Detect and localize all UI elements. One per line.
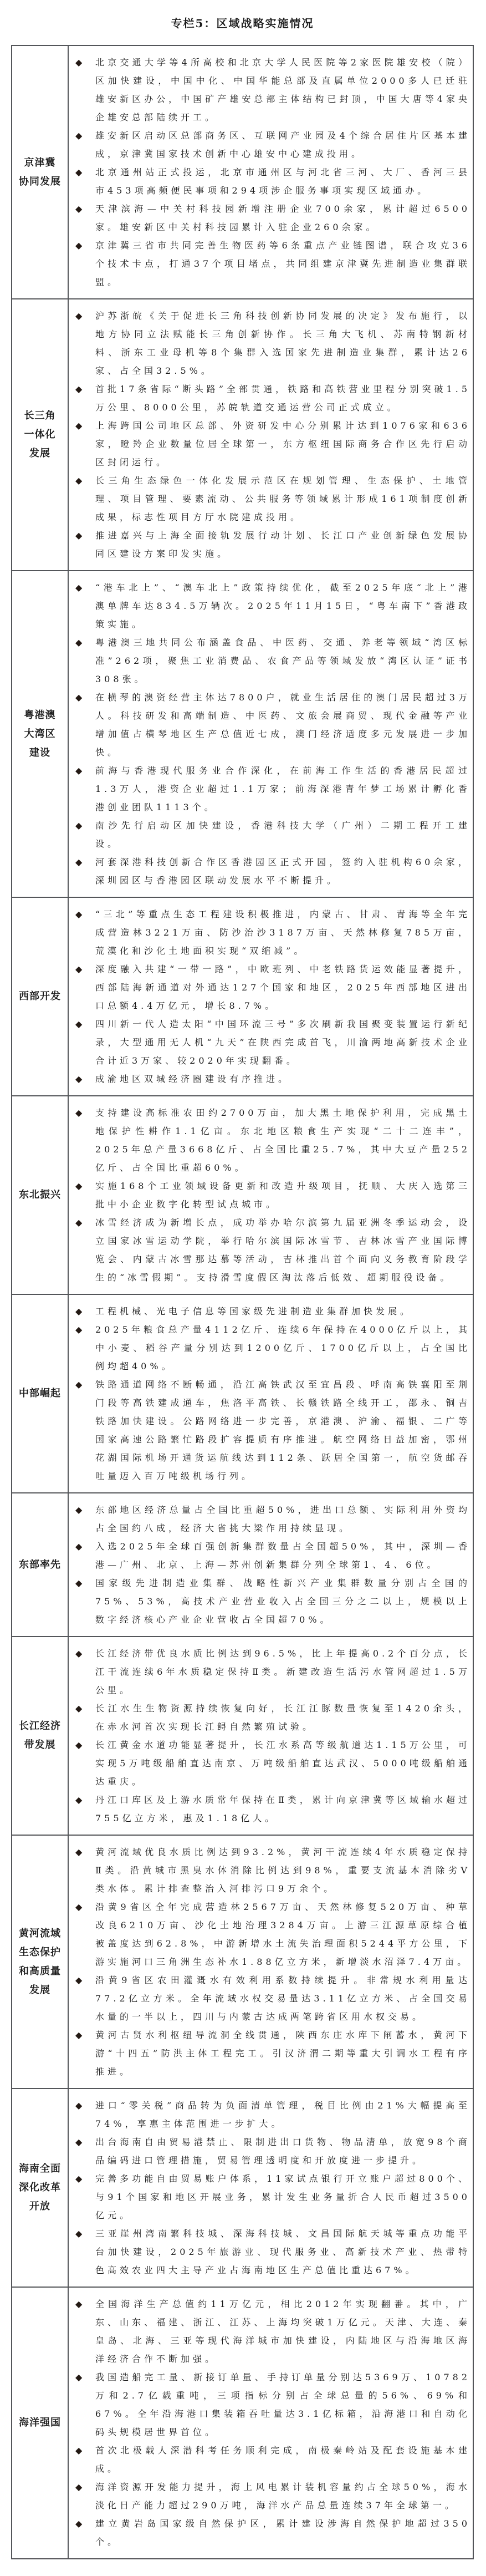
diamond-bullet-icon: ◆ [75,167,83,177]
bullet-text: 推进嘉兴与上海全面接轨发展行动计划、长江口产业创新绿色发展协同区建设方案印发实施。 [95,530,470,559]
section-content [68,1637,473,1835]
bullet-text: 深度融入共建“一带一路”，中欧班列、中老铁路货运效能显著提升，西部陆海新通道对外通达127个国家和地区，2025年西部地区进出口总额4.4万亿元，增长8.7%。 [95,964,470,1011]
section-content [68,571,473,897]
bullet-text: 黄河古贤水利枢纽导流洞全线贯通，陕西东庄水库下闸蓄水，黄河下游“十四五”防洪主体工程完工。引汉济渭二期等重大引调水工程有序推进。 [95,2030,470,2077]
section-content [68,1835,473,2089]
diamond-bullet-icon: ◆ [75,2445,83,2456]
bullet-text: 沿黄9省区农田灌溉水有效利用系数持续提升。非常规水利用量达77.2亿立方米。全年流域水权交易量达3.11亿立方米、占全国交易水量的一半以上，四川与内蒙古达成两笔跨省区用水权交易。 [95,1975,470,2022]
bullet-text: 沪苏浙皖《关于促进长三角科技创新协同发展的决定》发布施行，以地方协同立法赋能长三角创新协作。长三角大飞机、苏南特钢新材料、浙东工业母机等8个集群入选国家先进制造业集群，累计达26家、占全国32.5%。 [95,311,470,376]
diamond-bullet-icon: ◆ [75,1703,83,1714]
section-row [12,1493,473,1637]
region-strategy-table [11,45,474,2559]
diamond-bullet-icon: ◆ [75,204,83,214]
diamond-bullet-icon: ◆ [75,582,83,593]
section-label [12,1096,68,1294]
section-label [12,2089,68,2287]
list-item [74,2478,470,2514]
bullet-text: 铁路通道网络不断畅通，沿江高铁武汉至宜昌段、呼南高铁襄阳至荆门段等高铁建成通车，焦洛平高铁、长赣铁路全线开工，邵永、铜吉铁路加快建设。公路网络进一步完善，京港澳、沪渝、福银、二广等国家高速公路繁忙路段扩容提质有序推进。航空网络日益加密，鄂州花湖国际机场开通货运航线达到112条、跃居全国第一，航空货邮吞吐量迈入百万吨级机场行列。 [95,1379,470,1481]
diamond-bullet-icon: ◆ [75,857,83,867]
section-label-line: 带发展 [24,1739,56,1751]
section-label-line: 大湾区 [24,728,56,740]
list-item [74,1501,470,1537]
diamond-bullet-icon: ◆ [75,2228,83,2239]
bullet-text: 南沙先行启动区加快建设，香港科技大学（广州）二期工程开工建设。 [95,820,470,849]
section-label-line: 海洋强国 [19,2417,61,2428]
list-item [74,1213,470,1287]
list-item [74,2133,470,2169]
bullet-text: 黄河流域优良水质比例达到93.2%，黄河干流连续4年水质稳定保持Ⅱ类。沿黄城市黑臭水体消除比例达到98%，重要支流基本消除劣Ⅴ类水体。累计排查整治入河排污口9万余个。 [95,1847,470,1894]
diamond-bullet-icon: ◆ [75,1578,83,1588]
list-item [74,416,470,471]
diamond-bullet-icon: ◆ [75,1181,83,1191]
section-row [12,897,473,1096]
section-label-line: 一体化 [24,429,56,440]
bullet-text: 雄安新区启动区总部商务区、互联网产业园及4个综合居住片区基本建成，京津冀国家技术创新中心雄安中心建成投用。 [95,130,470,159]
diamond-bullet-icon: ◆ [75,1541,83,1552]
list-item [74,2169,470,2224]
diamond-bullet-icon: ◆ [75,311,83,321]
section-label-line: 西部开发 [19,990,61,1002]
list-item [74,816,470,853]
diamond-bullet-icon: ◆ [75,1740,83,1750]
diamond-bullet-icon: ◆ [75,1505,83,1515]
section-label-line: 生态保护 [19,1946,61,1958]
list-item [74,1644,470,1699]
section-row [12,1096,473,1294]
bullet-text: “三北”等重点生态工程建设积极推进，内蒙古、甘肃、青海等全年完成营造林3221万亩、防沙治沙3187万亩、天然林修复785万亩，荒漠化和沙化土地面积实现“双缩减”。 [95,909,470,956]
diamond-bullet-icon: ◆ [75,2518,83,2529]
section-row [12,1294,473,1493]
bullet-text: 首批17条省际“断头路”全部贯通，铁路和高铁营业里程分别突破1.5万公里、8000公里，苏皖轨道交通运营公司正式成立。 [95,384,470,413]
diamond-bullet-icon: ◆ [75,1379,83,1390]
section-label-line: 黄河流域 [19,1927,61,1939]
list-item [74,905,470,960]
bullet-text: 实施168个工业领域设备更新和改造升级项目，抚顺、大庆入选第三批中小企业数字化转型试点城市。 [95,1181,470,1210]
list-item [74,1736,470,1791]
bullet-text: 完善多功能自由贸易账户体系，11家试点银行开立账户超过800个、与91个国家和地区开展业务，累计发生业务量折合人民币超过3500亿元。 [95,2173,470,2221]
section-row [12,1835,473,2089]
list-item [74,236,470,291]
list-item [74,200,470,236]
bullet-text: 天津滨海—中关村科技园新增注册企业700余家，累计超过6500家。雄安新区中关村科技园累计入驻企业260余家。 [95,204,470,232]
diamond-bullet-icon: ◆ [75,2137,83,2147]
list-item [74,688,470,761]
list-item [74,2441,470,2478]
diamond-bullet-icon: ◆ [75,1324,83,1335]
section-content [68,2089,473,2287]
list-item [74,633,470,688]
bullet-text: 上海跨国公司地区总部、外资研发中心分别累计达到1076家和636家，瞪羚企业数量位居全球第一，东方枢纽国际商务合作区先行启动区封闭运行。 [95,420,470,468]
section-label [12,1294,68,1493]
section-label [12,299,68,571]
diamond-bullet-icon: ◆ [75,765,83,776]
bullet-text: 三亚崖州湾南繁科技城、深海科技城、文昌国际航天城等重点功能平台加快建设，2025年旅游业、现代服务业、高新技术产业、热带特色高效农业四大主导产业占海南地区生产总值比重达67%。 [95,2228,470,2275]
list-item [74,307,470,380]
section-label [12,45,68,299]
page-title: 专栏5：区域战略实施情况 [171,17,314,30]
bullet-text: 支持建设高标准农田约2700万亩，加大黑土地保护利用，完成黑土地保护性耕作1.1亿亩。东北地区粮食生产实现“二十二连丰”，2025年总产量3668亿斤、占全国比重25.7%，其中大豆产量252亿斤、占全国比重超60%。 [95,1107,470,1173]
diamond-bullet-icon: ◆ [75,2372,83,2382]
diamond-bullet-icon: ◆ [75,2173,83,2184]
list-item [74,2368,470,2441]
bullet-text: 四川新一代人造太阳“中国环流三号”多次刷新我国聚变装置运行新纪录，大型通用无人机“九天”在陕西完成首飞，川渝两地高新技术企业合计近3万家、较2020年实现翻番。 [95,1019,470,1066]
diamond-bullet-icon: ◆ [75,909,83,919]
diamond-bullet-icon: ◆ [75,1107,83,1118]
section-content [68,1294,473,1493]
bullet-text: 沿黄9省区全年完成营造林2567万亩、天然林修复520万亩、种草改良6210万亩、沙化土地治理3284万亩。上游三江源草原综合植被盖度达到62.8%，中游新增水土流失治理面积5244平方公里，下游实施河口三角洲生态补水1.88亿立方米，新增淡水沼泽7.4万亩。 [95,1902,470,1967]
section-row [12,299,473,571]
list-item [74,2514,470,2551]
diamond-bullet-icon: ◆ [75,1306,83,1317]
list-item [74,1070,470,1088]
bullet-text: 首次北极载人深潜科考任务顺利完成，南极秦岭站及配套设施基本建成。 [95,2445,470,2474]
diamond-bullet-icon: ◆ [75,692,83,703]
list-item [74,1375,470,1485]
diamond-bullet-icon: ◆ [75,2030,83,2040]
section-label-line: 海南全面 [19,2163,61,2174]
section-content [68,45,473,299]
section-label-line: 深化改革 [19,2182,61,2193]
bullet-text: 长江水生生物资源持续恢复向好，长江江豚数量恢复至1420余头，在赤水河首次实现长江鲟自然繁殖试验。 [95,1703,470,1732]
list-item [74,1791,470,1827]
list-item [74,2295,470,2368]
list-item [74,1177,470,1213]
list-item [74,1104,470,1177]
section-label-line: 长江经济 [19,1720,61,1732]
list-item [74,761,470,816]
section-label-line: 协同发展 [19,175,61,187]
diamond-bullet-icon: ◆ [75,475,83,486]
diamond-bullet-icon: ◆ [75,820,83,831]
bullet-text: 2025年粮食总产量4112亿斤、连续6年保持在4000亿斤以上，其中小麦、稻谷产量分别达到1200亿斤、1700亿斤以上，占全国比例均超40%。 [95,1324,470,1371]
section-label-line: 粤港澳 [24,709,56,721]
list-item [74,526,470,563]
section-content [68,299,473,571]
list-item [74,1015,470,1070]
diamond-bullet-icon: ◆ [75,420,83,431]
bullet-text: 长三角生态绿色一体化发展示范区在规划管理、生态保护、土地管理、项目管理、要素流动、公共服务等领域累计形成161项制度创新成果，标志性项目方厅水院建成投用。 [95,475,470,522]
bullet-text: 前海与香港现代服务业合作深化，在前海工作生活的香港居民超过1.3万人，港资企业超过1.1万家；前海深港青年梦工场累计孵化香港创业团队1113个。 [95,765,470,812]
list-item [74,1320,470,1375]
section-row [12,2287,473,2559]
bullet-text: 进口“零关税”商品转为负面清单管理，税目比例由21%大幅提高至74%，享惠主体范围进一步扩大。 [95,2100,470,2129]
diamond-bullet-icon: ◆ [75,1217,83,1228]
bullet-text: 长江黄金水道功能显著提升，长江水系高等级航道达1.15万公里，可实现5万吨级船舶直达南京、万吨级船舶直达武汉、5000吨级船舶通达重庆。 [95,1740,470,1787]
bullet-text: 京津冀三省市共同完善生物医药等6条重点产业链图谱，联合攻克36个技术卡点，打通37个项目堵点，共同组建京津冀先进制造业集群联盟。 [95,240,470,287]
diamond-bullet-icon: ◆ [75,1648,83,1659]
bullet-text: 全国海洋生产总值约11万亿元，相比2012年实现翻番。其中，广东、山东、福建、浙江、江苏、上海均突破1万亿元。天津、大连、秦皇岛、北海、三亚等现代海洋城市加快建设，内陆地区与沿海地区海洋经济合作不断加强。 [95,2299,470,2364]
list-item [74,960,470,1015]
bullet-text: 丹江口库区及上游水质常年保持在Ⅱ类，累计向京津冀等区域输水超过755亿立方米，惠及1.18亿人。 [95,1795,470,1823]
bullet-text: 东部地区经济总量占全国比重超50%，进出口总额、实际利用外资均占全国约八成，经济大省挑大梁作用持续显现。 [95,1505,470,1533]
bullet-text: 长江经济带优良水质比例达到96.5%，比上年提高0.2个百分点，长江干流连续6年水质稳定保持Ⅱ类。新建改造生活污水管网超过1.5万公里。 [95,1648,470,1695]
diamond-bullet-icon: ◆ [75,1795,83,1805]
section-label-line: 和高质量 [19,1965,61,1977]
section-label [12,1835,68,2089]
section-label-line: 发展 [29,1984,50,1996]
list-item [74,1537,470,1574]
list-item [74,471,470,526]
section-content [68,1096,473,1294]
section-label-line: 长三角 [24,410,56,421]
section-label [12,571,68,897]
section-label [12,1493,68,1637]
list-item [74,1971,470,2026]
bullet-text: 出台海南自由贸易港禁止、限制进出口货物、物品清单，放宽98个商品编码进口管理措施，贸易管理透明度和开放度进一步提升。 [95,2137,470,2166]
section-label-line: 开放 [29,2201,50,2212]
section-label [12,1637,68,1835]
bullet-text: 我国造船完工量、新接订单量、手持订单量分别达5369万、10782万和2.7亿载重吨，三项指标分别占全球总量的56%、69%和67%。全年沿海港口集装箱吞吐量达3.1亿标箱，沿海港口和自动化码头规模居世界首位。 [95,2372,470,2437]
diamond-bullet-icon: ◆ [75,1019,83,1029]
bullet-text: 入选2025年全球百强创新集群数量占全国超50%，其中，深圳—香港—广州、北京、上海—苏州创新集群分列全球第1、4、6位。 [95,1541,470,1570]
bullet-text: 工程机械、光电子信息等国家级先进制造业集群加快发展。 [95,1306,413,1317]
diamond-bullet-icon: ◆ [75,637,83,648]
section-label-line: 建设 [29,746,50,759]
section-label [12,2287,68,2559]
bullet-text: 成渝地区双城经济圈建设有序推进。 [95,1074,291,1084]
bullet-text: 在横琴的澳资经营主体达7800户，就业生活居住的澳门居民超过3万人。科技研发和高端制造、中医药、文旅会展商贸、现代金融等产业增加值占横琴地区生产总值近七成，澳门经济适度多元发展进一步加快。 [95,692,470,758]
bullet-text: 冰雪经济成为新增长点，成功举办哈尔滨第九届亚洲冬季运动会，设立国家冰雪运动学院，举行哈尔滨国际冰雪节、吉林冰雪产业国际博览会、内蒙古冰雪那达慕等活动，吉林推出首个面向义务教育阶段学生的“冰雪假期”。支持滑雪度假区淘汰落后低效、超期服役设备。 [95,1217,470,1283]
bullet-text: 北京交通大学等4所高校和北京大学人民医院等2家医院雄安校（院）区加快建设，中国中化、中国华能总部及直属单位2000多人已迁驻雄安新区办公，中国矿产雄安总部主体结构已封顶，中国大唐等4家央企雄安总部陆续开工。 [95,57,470,123]
diamond-bullet-icon: ◆ [75,530,83,541]
list-item [74,2096,470,2133]
section-content [68,897,473,1096]
list-item [74,163,470,200]
section-row [12,2089,473,2287]
section-row [12,45,473,299]
diamond-bullet-icon: ◆ [75,2100,83,2111]
list-item [74,578,470,633]
section-row [12,571,473,897]
bullet-text: 河套深港科技创新合作区香港园区正式开园，签约入驻机构60余家，深圳园区与香港园区联动发展水平不断提升。 [95,857,470,886]
diamond-bullet-icon: ◆ [75,2299,83,2309]
section-content [68,2287,473,2559]
diamond-bullet-icon: ◆ [75,1902,83,1912]
bullet-text: 建立黄岩岛国家级自然保护区，累计建设涉海自然保护地超过350个。 [95,2518,470,2547]
bullet-text: “港车北上”、“澳车北上”政策持续优化，截至2025年底“北上”港澳单牌车达834.5万辆次。2025年11月15日，“粤车南下”香港政策实施。 [95,582,470,629]
list-item [74,126,470,163]
list-item [74,1699,470,1736]
list-item [74,53,470,126]
diamond-bullet-icon: ◆ [75,964,83,974]
table-body [12,45,473,2559]
section-label-line: 东北振兴 [19,1189,61,1201]
list-item [74,1574,470,1629]
diamond-bullet-icon: ◆ [75,2482,83,2492]
section-label-line: 京津冀 [24,156,56,169]
section-label-line: 中部崛起 [19,1388,61,1399]
bullet-text: 北京通州站正式投运，北京市通州区与河北省三河、大厂、香河三县市453项高频便民事项和294项涉企服务事项实现区域通办。 [95,167,470,196]
diamond-bullet-icon: ◆ [75,1074,83,1084]
list-item [74,1302,470,1320]
diamond-bullet-icon: ◆ [75,1847,83,1857]
section-label [12,897,68,1096]
list-item [74,2026,470,2081]
diamond-bullet-icon: ◆ [75,384,83,394]
section-label-line: 东部率先 [19,1558,61,1571]
diamond-bullet-icon: ◆ [75,240,83,251]
section-row [12,1637,473,1835]
diamond-bullet-icon: ◆ [75,1975,83,1985]
section-content [68,1493,473,1637]
diamond-bullet-icon: ◆ [75,130,83,141]
bullet-text: 粤港澳三地共同公布涵盖食品、中医药、交通、养老等领域“湾区标准”262项，聚焦工业消费品、农食产品等领域发放“湾区认证”证书308张。 [95,637,470,684]
bullet-text: 海洋资源开发能力提升，海上风电累计装机容量约占全球50%，海水淡化日产能力超过290万吨，海洋水产品总量连续37年全球第一。 [95,2482,470,2511]
list-item [74,2224,470,2279]
section-label-line: 发展 [29,448,50,459]
list-item [74,853,470,890]
bullet-text: 国家级先进制造业集群、战略性新兴产业集群数量分别占全国的75%、53%，高技术产业营业收入占全国三分之二以上，规模以上数字经济核心产业企业营收占全国超70%。 [95,1578,470,1625]
list-item [74,1898,470,1971]
list-item [74,380,470,416]
diamond-bullet-icon: ◆ [75,57,83,68]
list-item [74,1843,470,1898]
